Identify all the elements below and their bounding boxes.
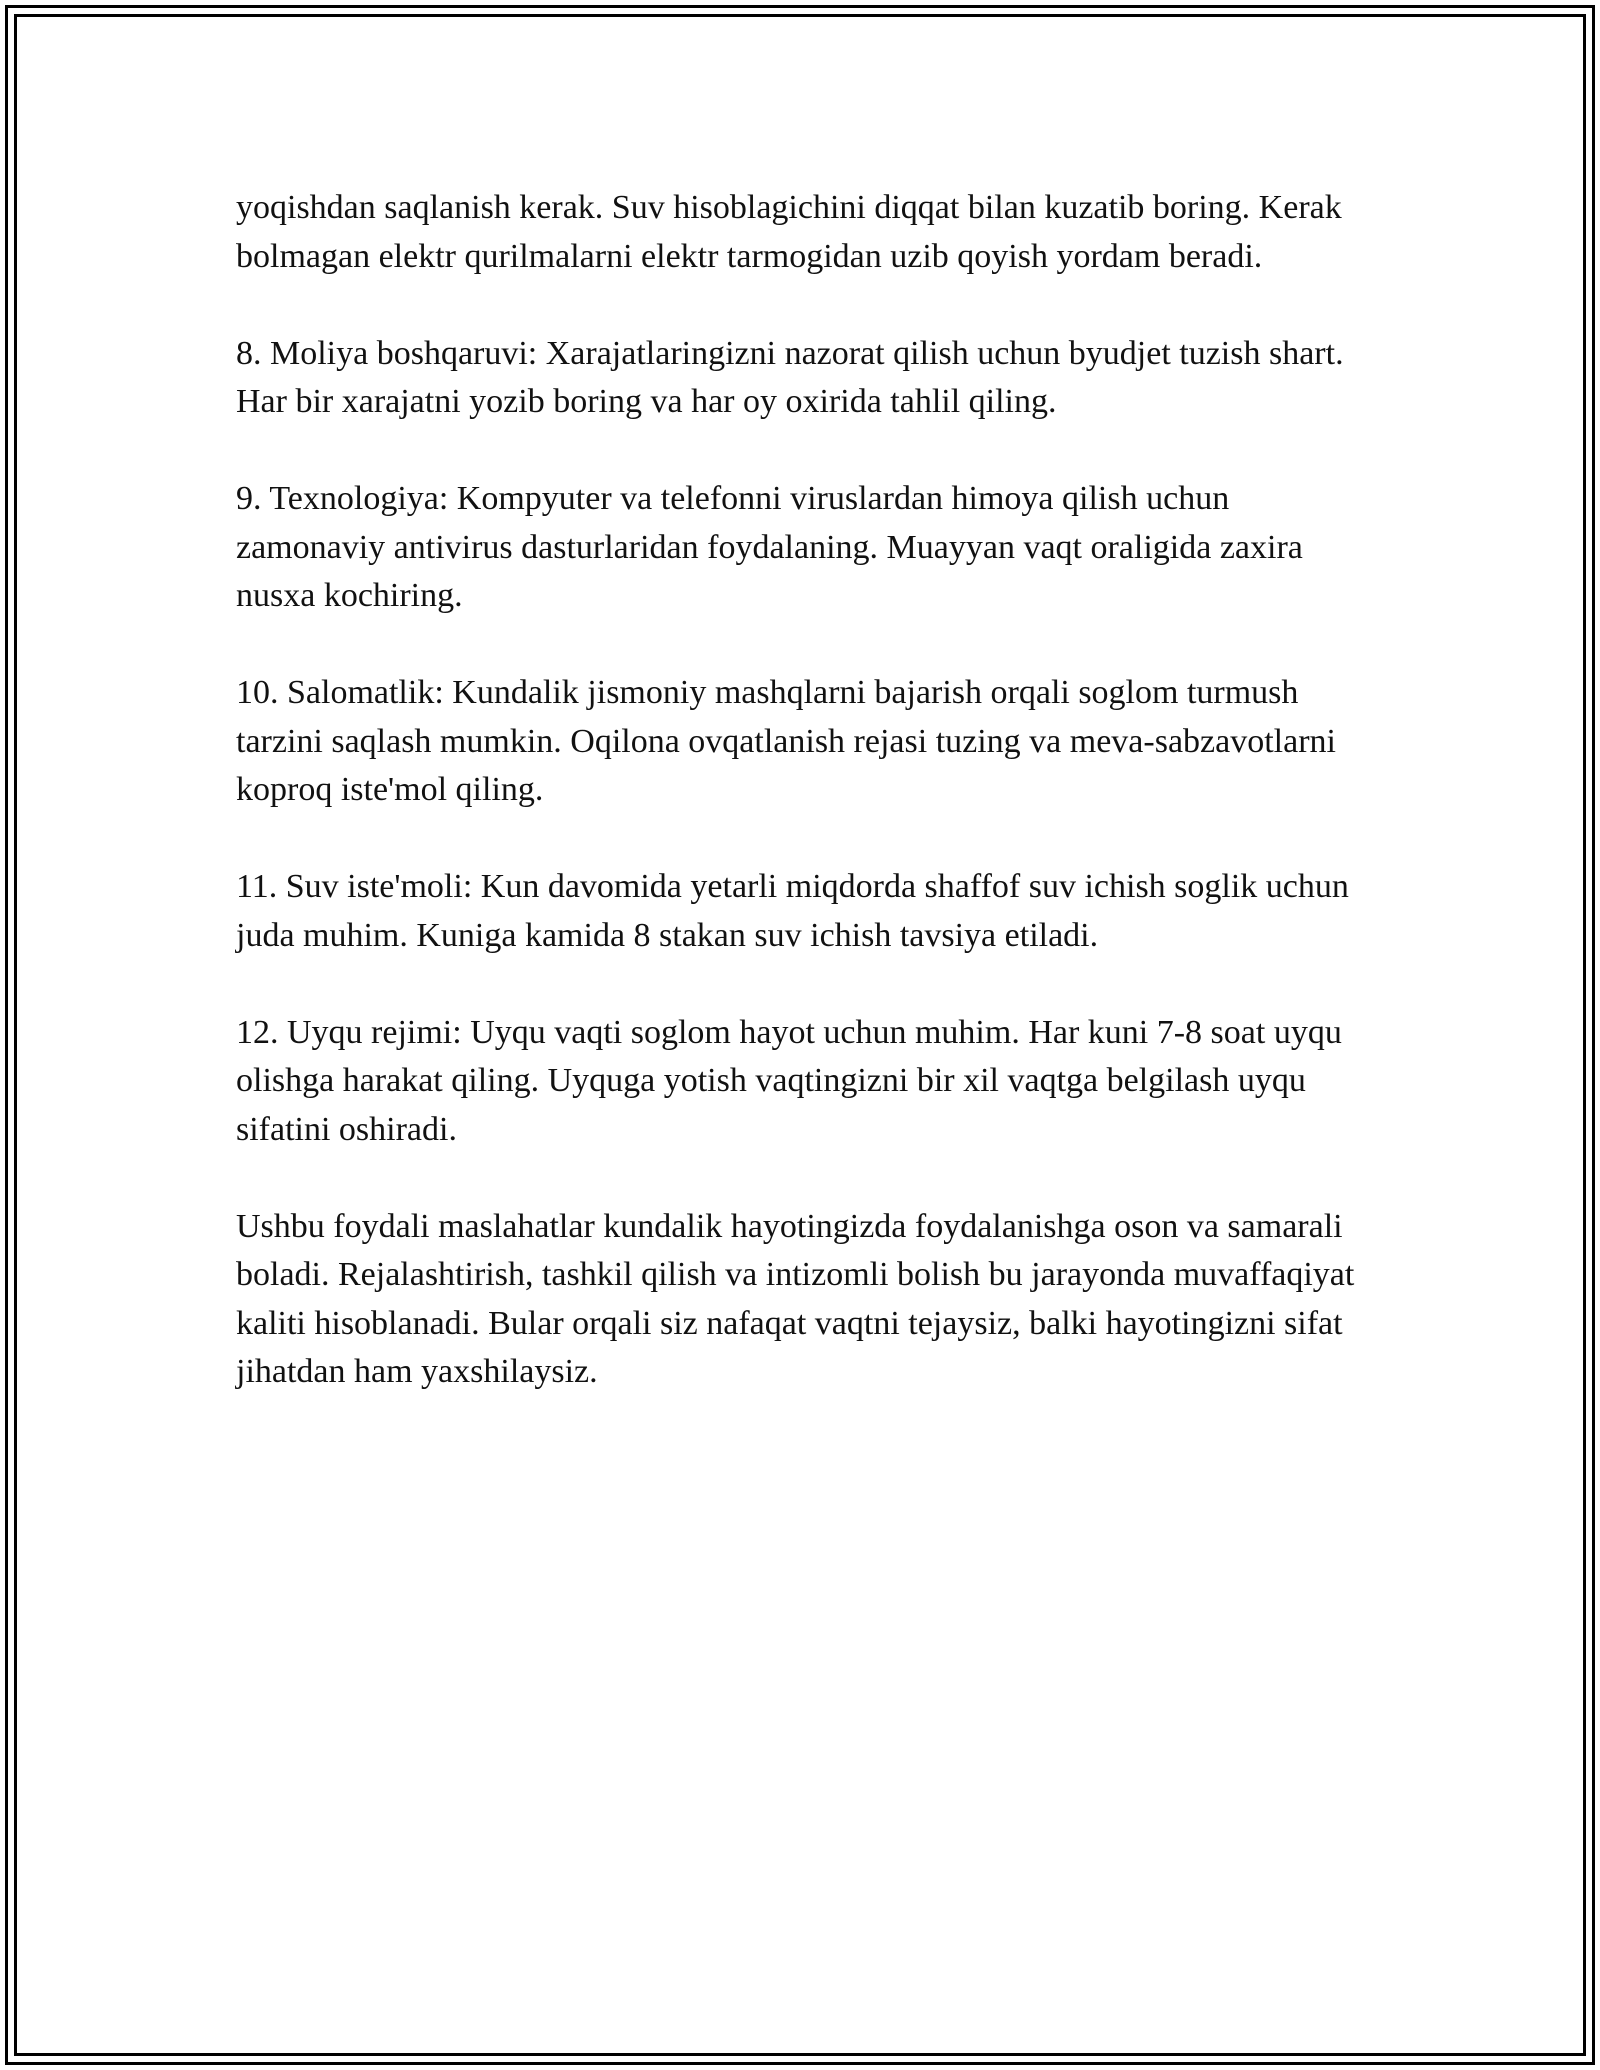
paragraph-water: 11. Suv iste'moli: Kun davomida yetarli miqdorda shaffof suv ichish soglik uchun juda muhim. Kuniga kamida 8 stakan suv ichish tavsiya etiladi. xyxy=(236,868,1349,954)
paragraph-sleep: 12. Uyqu rejimi: Uyqu vaqti soglom hayot uchun muhim. Har kuni 7-8 soat uyqu olishga harakat qiling. Uyquga yotish vaqtingizni bir xil vaqtga belgilash uyqu sifatini oshiradi. xyxy=(236,1013,1342,1148)
paragraph-continuation: yoqishdan saqlanish kerak. Suv hisoblagichini diqqat bilan kuzatib boring. Kerak bolmagan elektr qurilmalarni elektr tarmogidan uzib qoyish yordam beradi. xyxy=(236,189,1342,275)
paragraph-finance: 8. Moliya boshqaruvi: Xarajatlaringizni nazorat qilish uchun byudjet tuzish shart. Har bir xarajatni yozib boring va har oy oxirida tahlil qiling. xyxy=(236,334,1344,420)
paragraph-conclusion: Ushbu foydali maslahatlar kundalik hayotingizda foydalanishga oson va samarali boladi. Rejalashtirish, tashkil qilish va intizomli bolish bu jarayonda muvaffaqiyat kaliti hisoblanadi. Bular orqali siz nafaqat vaqtni tejaysiz, balki hayotingizni sifat jihatdan ham yaxshilaysiz. xyxy=(236,1207,1355,1390)
document-body xyxy=(236,184,1386,1397)
paragraph-technology: 9. Texnologiya: Kompyuter va telefonni viruslardan himoya qilish uchun zamonaviy antivirus dasturlaridan foydalaning. Muayyan vaqt oraligida zaxira nusxa kochiring. xyxy=(236,480,1303,614)
paragraph-health: 10. Salomatlik: Kundalik jismoniy mashqlarni bajarish orqali soglom turmush tarzini saqlash mumkin. Oqilona ovqatlanish rejasi tuzing va meva-sabzavotlarni koproq iste'mol qiling. xyxy=(236,674,1336,808)
